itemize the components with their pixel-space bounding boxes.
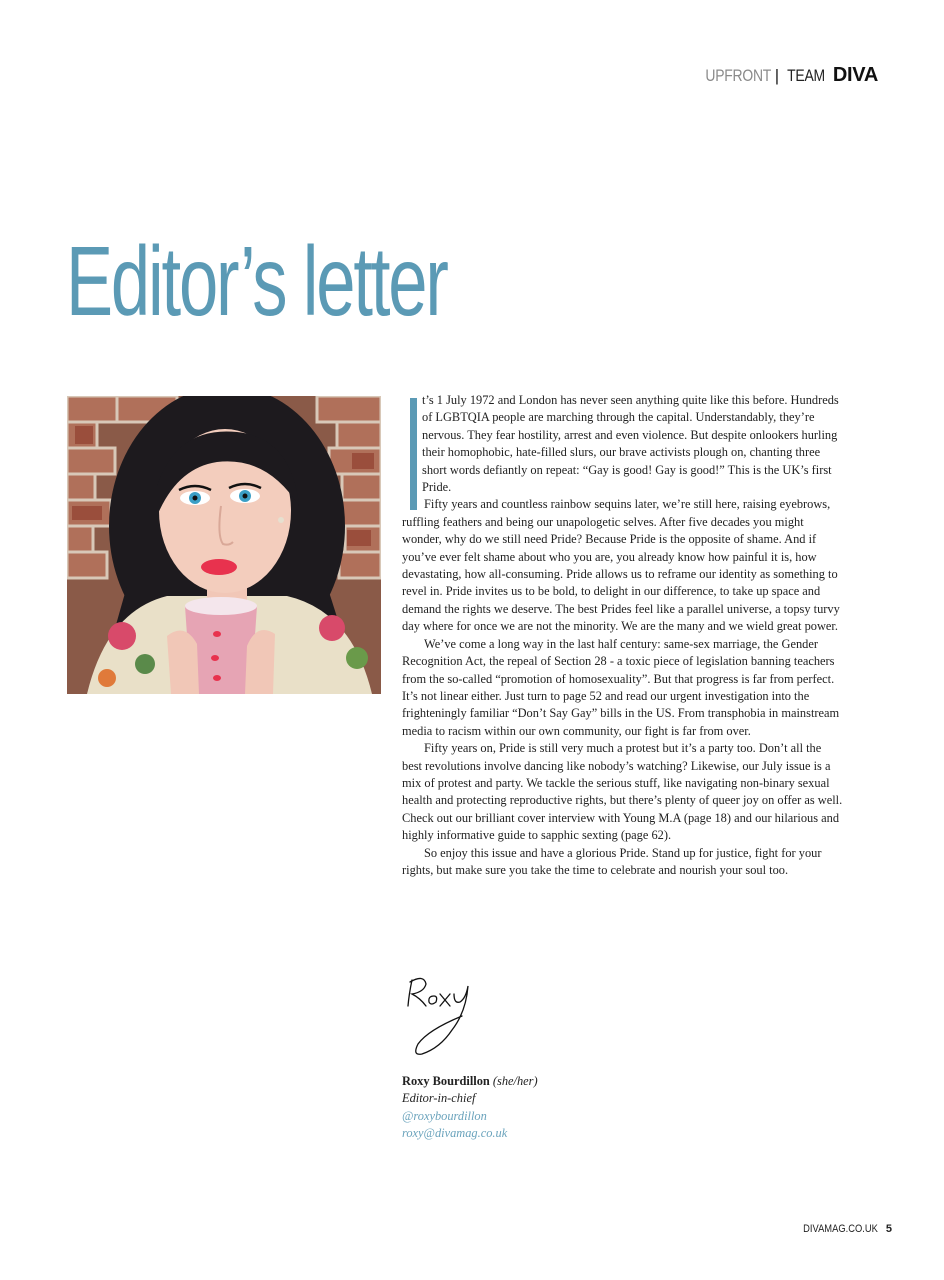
byline bbox=[402, 1073, 538, 1143]
section-separator: | bbox=[774, 66, 779, 85]
author-email-link[interactable]: roxy@divamag.co.uk bbox=[402, 1126, 508, 1141]
running-head bbox=[691, 64, 878, 87]
page-title: Editor’s letter bbox=[66, 226, 447, 336]
article-paragraph: So enjoy this issue and have a glorious Pride. Stand up for justice, fight for your rights, but make sure you take the time to celebrate and nourish your soul too. bbox=[402, 845, 822, 877]
author-name: Roxy Bourdillon bbox=[402, 1074, 490, 1088]
author-role: Editor-in-chief bbox=[402, 1091, 476, 1106]
team-label: TEAM bbox=[787, 66, 825, 85]
page-number: 5 bbox=[885, 1223, 892, 1235]
article-paragraph: Fifty years and countless rainbow sequins later, we’re still here, raising eyebrows, ruffling feathers and being our unapologetic selves. After five decades you might wonder, why do we still need Pride? Because Pride is the opposite of shame. And if you’ve ever felt shame about who you are, you already know how painful it is, how devastating, how all-consuming. Pride allows us to reframe our identity as something to revel in. Pride invites us to be bold, to delight in our difference, to take up space and demand the rights we deserve. The best Prides feel like a parallel universe, a topsy turvy day where for once we are not the minority. We are the many and we wield great power. bbox=[402, 497, 840, 634]
article-paragraph: We’ve come a long way in the last half century: same-sex marriage, the Gender Recognition Act, the repeal of Section 28 - a toxic piece of legislation banning teachers from the so-called “promotion of homosexuality”. But that progress is far from perfect. It’s not linear either. Just turn to page 52 and read our urgent investigation into the frighteningly familiar “Don’t Say Gay” bills in the US. From transphobia in mainstream media to racism within our own community, our fight is far from over. bbox=[402, 636, 840, 738]
author-pronouns: (she/her) bbox=[492, 1074, 538, 1088]
brand-label: DIVA bbox=[832, 64, 878, 86]
footer-site: DIVAMAG.CO.UK bbox=[803, 1223, 878, 1235]
section-label: UPFRONT bbox=[705, 66, 771, 85]
editor-portrait-photo bbox=[67, 396, 381, 694]
article-paragraph bbox=[402, 392, 844, 496]
author-social-link[interactable]: @roxybourdillon bbox=[402, 1108, 487, 1123]
article-paragraph-text: t’s 1 July 1972 and London has never seen anything quite like this before. Hundreds of LGBTQIA people are marching through the capital. Understandably, they’re nervous. They fear hostility, arrest and even violence. But despite onlookers hurling their homophobic, hate-filled slurs, our brave activists plough on, chanting three short words defiantly on repeat: “Gay is good! Gay is good!” This is the UK’s first Pride. bbox=[422, 393, 839, 495]
drop-cap-bar bbox=[410, 398, 417, 510]
author-line bbox=[402, 1073, 538, 1090]
handwritten-signature bbox=[402, 972, 492, 1060]
article-paragraph: Fifty years on, Pride is still very much a protest but it’s a party too. Don’t all the best revolutions involve dancing like nobody’s watching? Likewise, our July issue is a mix of protest and party. We tackle the serious stuff, like navigating non-binary sexual health and protecting reproductive rights, but there’s plenty of queer joy on offer as well. Check out our brilliant cover interview with Young M.A (page 18) and our hilarious and highly informative guide to sapphic sexting (page 62). bbox=[402, 741, 843, 843]
page-footer bbox=[790, 1223, 892, 1235]
editor-letter-body bbox=[402, 392, 844, 879]
